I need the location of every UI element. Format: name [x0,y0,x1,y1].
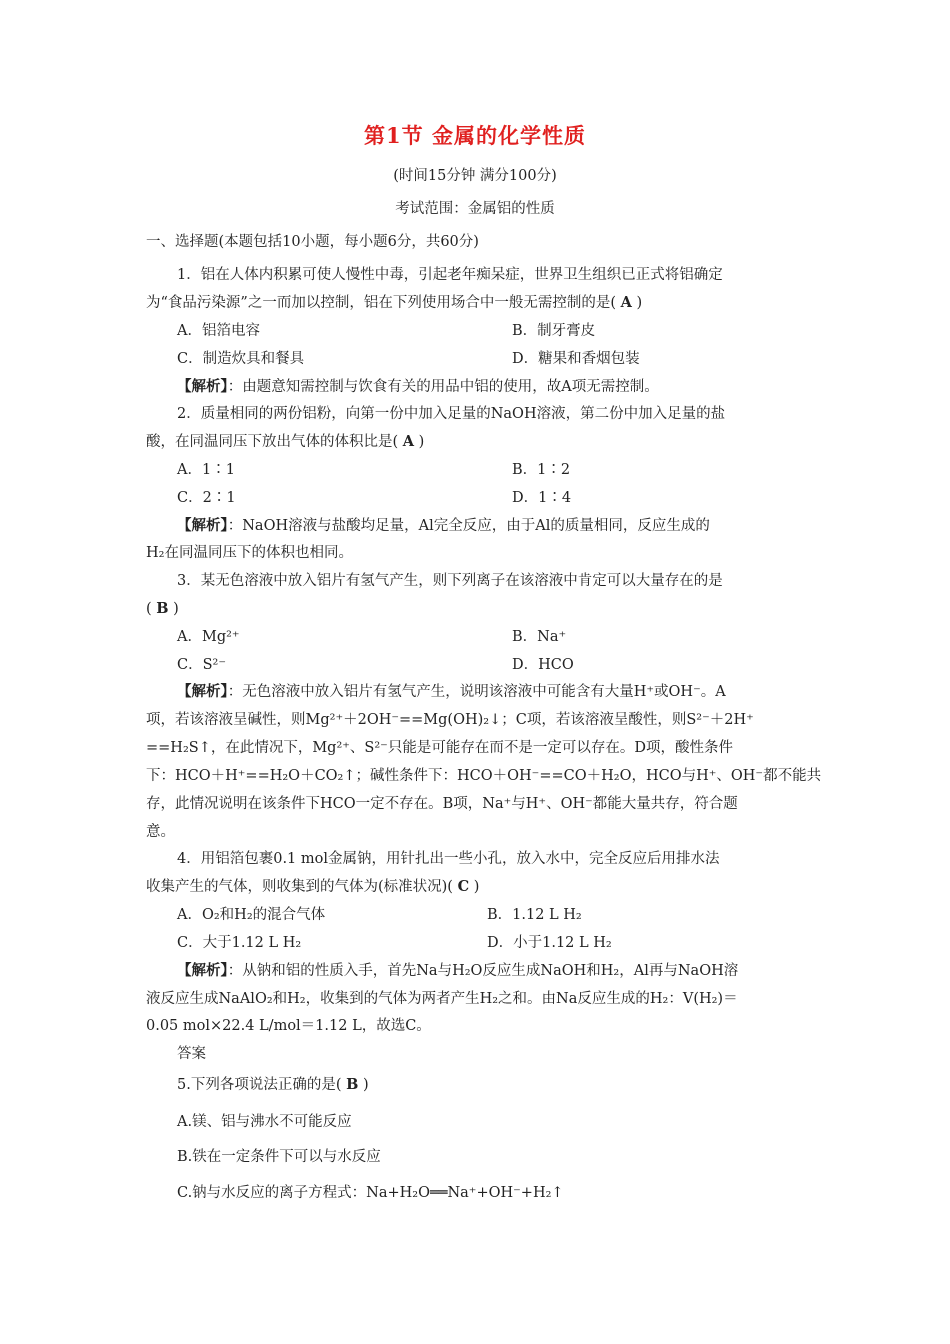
q4-option-c: C．大于1.12 L H₂ [177,935,302,951]
q1-stem-line2 [146,293,642,313]
q2-analysis-line2: H₂在同温同压下的体积也相同。 [146,545,353,561]
q3-analysis-line2: 项，若该溶液呈碱性，则Mg²⁺＋2OH⁻==Mg(OH)₂↓；C项，若该溶液呈酸性，则S²⁻＋2H⁺ [146,712,754,728]
q3-stem-text: ( [146,601,157,617]
q5-paren-close: ) [358,1077,369,1093]
q5-option-c: C.钠与水反应的离子方程式：Na+H₂O══Na⁺+OH⁻+H₂↑ [177,1185,564,1201]
q2-option-b: B．1∶2 [512,462,571,478]
time-info: (时间15分钟 满分100分) [393,168,557,184]
q1-option-a: A．铝箔电容 [177,323,260,339]
q4-analysis-line1 [177,961,738,981]
q4-option-d: D．小于1.12 L H₂ [487,935,612,951]
q2-stem-line2 [146,432,424,452]
q3-option-c: C．S²⁻ [177,657,226,673]
q3-option-a: A．Mg²⁺ [177,629,240,645]
q4-analysis-line3: 0.05 mol×22.4 L/mol＝1.12 L，故选C。 [146,1018,431,1034]
q3-analysis-line1 [177,682,726,702]
q2-stem-text: 酸，在同温同压下放出气体的体积比是( [146,434,403,450]
page-title: 第1节 金属的化学性质 [364,123,586,148]
q3-stem-line2 [146,599,179,619]
q2-analysis-line1 [177,516,710,536]
q3-analysis-line3: ==H₂S↑，在此情况下，Mg²⁺、S²⁻只能是可能存在而不是一定可以存在。D项，酸性条件 [146,740,733,756]
q4-paren-close: ) [469,879,480,895]
q4-stem-line1: 4．用铝箔包裹0.1 mol金属钠，用针扎出一些小孔，放入水中，完全反应后用排水法 [177,851,720,867]
analysis-label: 【解析】 [177,378,228,395]
q3-option-b: B．Na⁺ [512,629,567,645]
q1-stem-line1: 1．铝在人体内积累可使人慢性中毒，引起老年痴呆症，世界卫生组织已正式将铝确定 [177,267,723,283]
q5-option-a: A.镁、铝与沸水不可能反应 [177,1114,352,1130]
q5-option-b: B.铁在一定条件下可以与水反应 [177,1149,381,1165]
q1-option-d: D．糖果和香烟包装 [512,351,640,367]
section-heading: 一、选择题(本题包括10小题，每小题6分，共60分) [146,234,479,250]
q1-stem-text: 为“食品污染源”之一而加以控制，铝在下列使用场合中一般无需控制的是( [146,295,621,311]
q4-analysis-line2: 液反应生成NaAlO₂和H₂，收集到的气体为两者产生H₂之和。由Na反应生成的H₂：V(H₂)＝ [146,991,738,1007]
analysis-label: 【解析】 [177,683,228,700]
q3-paren-close: ) [168,601,179,617]
q2-stem-line1: 2．质量相同的两份铝粉，向第一份中加入足量的NaOH溶液，第二份中加入足量的盐 [177,406,726,422]
q3-stem-line1: 3．某无色溶液中放入铝片有氢气产生，则下列离子在该溶液中肯定可以大量存在的是 [177,573,723,589]
q3-analysis-line6: 意。 [146,824,175,840]
q5-stem [177,1075,369,1095]
q3-analysis-line5: 存，此情况说明在该条件下HCO一定不存在。B项，Na⁺与H⁺、OH⁻都能大量共存，符合题 [146,796,738,812]
q2-option-a: A．1∶1 [177,462,235,478]
exam-scope: 考试范围：金属铝的性质 [395,201,555,217]
q4-analysis-text: ：从钠和铝的性质入手，首先Na与H₂O反应生成NaOH和H₂，Al再与NaOH溶 [227,963,739,979]
analysis-label: 【解析】 [177,517,228,534]
q1-option-c: C．制造炊具和餐具 [177,351,305,367]
q3-option-d: D．HCO [512,657,574,673]
q2-answer: A [402,433,415,450]
q1-paren-close: ) [631,295,643,311]
q2-analysis-text: ：NaOH溶液与盐酸均足量，Al完全反应，由于Al的质量相同，反应生成的 [227,518,710,534]
q3-analysis-line4: 下：HCO＋H⁺==H₂O＋CO₂↑；碱性条件下：HCO＋OH⁻==CO＋H₂O，HCO与H⁺、OH⁻都不能共 [146,768,822,784]
q1-analysis-text: ：由题意知需控制与饮食有关的用品中铝的使用，故A项无需控制。 [227,379,659,395]
q4-stem-text: 收集产生的气体，则收集到的气体为(标准状况)( [146,879,458,895]
q2-paren-close: ) [414,434,425,450]
q1-answer: A [620,294,632,311]
q4-answer: C [457,878,470,895]
q1-option-b: B．制牙膏皮 [512,323,596,339]
q2-option-d: D．1∶4 [512,490,572,506]
q3-analysis-text: ：无色溶液中放入铝片有氢气产生，说明该溶液中可能含有大量H⁺或OH⁻。A [227,684,726,700]
q5-answer: B [346,1076,359,1093]
q4-stem-line2 [146,877,479,897]
q3-answer: B [156,600,169,617]
analysis-label: 【解析】 [177,962,228,979]
q4-option-a: A．O₂和H₂的混合气体 [177,907,326,923]
answer-label: 答案 [177,1046,206,1062]
q1-analysis [177,377,659,397]
q4-option-b: B．1.12 L H₂ [487,907,582,923]
q2-option-c: C．2∶1 [177,490,236,506]
q5-stem-text: 5.下列各项说法正确的是( [177,1077,347,1093]
